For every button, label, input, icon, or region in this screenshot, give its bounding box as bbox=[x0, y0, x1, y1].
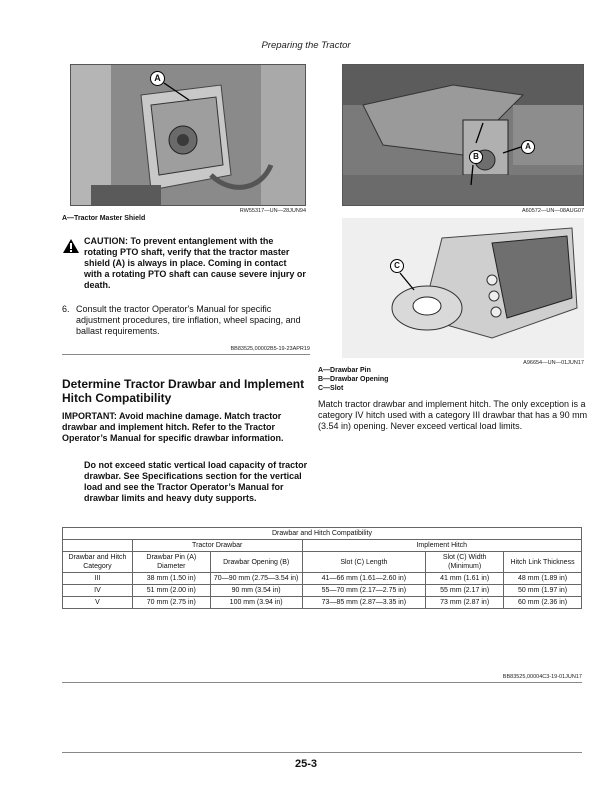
callout-a-leader bbox=[71, 65, 306, 206]
drawbar-diagram bbox=[342, 218, 584, 358]
table-row bbox=[63, 585, 582, 597]
cell: 51 mm (2.00 in) bbox=[132, 585, 210, 597]
page-number: 25-3 bbox=[294, 758, 318, 770]
match-paragraph: Match tractor drawbar and implement hitch. The only exception is a category IV hitch used with a category III drawbar that has a 90 mm (3.54 in) opening. Never exceed vertical load limits. bbox=[318, 399, 588, 431]
cell: 90 mm (3.54 in) bbox=[210, 585, 302, 597]
cell: III bbox=[63, 573, 133, 585]
figure1-id: RW55317—UN—28JUN94 bbox=[239, 208, 306, 214]
figure3-legend bbox=[318, 366, 458, 393]
table-row bbox=[63, 573, 582, 585]
caution-icon bbox=[62, 238, 80, 254]
figure1-legend: A—Tractor Master Shield bbox=[62, 215, 146, 222]
header-opening: Drawbar Opening (B) bbox=[210, 552, 302, 573]
table-header-row bbox=[63, 552, 582, 573]
compatibility-table bbox=[62, 527, 582, 609]
step-6-text: Consult the tractor Operator's Manual for specific adjustment procedures, tire inflation, wheel spacing, and ballast requirements. bbox=[76, 304, 301, 336]
table-group-row bbox=[63, 540, 582, 552]
legend-slot: C—Slot bbox=[318, 385, 344, 392]
figure3-id: A96654—UN—01JUN17 bbox=[523, 360, 584, 366]
cell: 38 mm (1.50 in) bbox=[132, 573, 210, 585]
callout-c-label: C bbox=[394, 261, 400, 270]
header-category: Drawbar and Hitch Category bbox=[63, 552, 133, 573]
header-slot-length: Slot (C) Length bbox=[302, 552, 426, 573]
section-divider-left bbox=[62, 354, 310, 355]
legend-drawbar-pin: A—Drawbar Pin bbox=[318, 367, 371, 374]
caution-text: CAUTION: To prevent entanglement with the rotating PTO shaft, verify that the tractor master shield (A) is always in place. Coming in contact with a rotating PTO shaft can cause severe injury or death. bbox=[84, 236, 306, 290]
cell: 60 mm (2.36 in) bbox=[504, 597, 582, 609]
reference-code-2: BB83525,00004C3-19-01JUN17 bbox=[502, 674, 582, 680]
table-title: Drawbar and Hitch Compatibility bbox=[63, 528, 582, 540]
table-row bbox=[63, 597, 582, 609]
footer-rule bbox=[62, 752, 582, 753]
page-header: Preparing the Tractor bbox=[261, 40, 351, 51]
cell: 70—90 mm (2.75—3.54 in) bbox=[210, 573, 302, 585]
cell: V bbox=[63, 597, 133, 609]
drawbar-hitch-photo bbox=[342, 64, 584, 206]
step-6-number: 6. bbox=[62, 304, 70, 314]
important-notice bbox=[62, 411, 312, 444]
table-group-tractor: Tractor Drawbar bbox=[132, 540, 302, 552]
callout-a-label: A bbox=[154, 73, 161, 83]
header-link-thickness: Hitch Link Thickness bbox=[504, 552, 582, 573]
legend-drawbar-opening: B—Drawbar Opening bbox=[318, 376, 389, 383]
cell: 50 mm (1.97 in) bbox=[504, 585, 582, 597]
header-pin: Drawbar Pin (A) Diameter bbox=[132, 552, 210, 573]
cell: 55—70 mm (2.17—2.75 in) bbox=[302, 585, 426, 597]
cell: 41 mm (1.61 in) bbox=[426, 573, 504, 585]
table-group-implement: Implement Hitch bbox=[302, 540, 581, 552]
header-slot-width: Slot (C) Width (Minimum) bbox=[426, 552, 504, 573]
cell: IV bbox=[63, 585, 133, 597]
callout-b-label: B bbox=[473, 152, 479, 161]
callout-a2-label: A bbox=[525, 142, 531, 151]
table-title-row bbox=[63, 528, 582, 540]
important-notice-2: Do not exceed static vertical load capacity of tractor drawbar. See Specifications section for the vertical load and see the Tractor Operator’s Manual for drawbar limits and heavy duty supports. bbox=[84, 460, 308, 503]
cell: 73 mm (2.87 in) bbox=[426, 597, 504, 609]
master-shield-photo bbox=[70, 64, 306, 206]
section-divider-right bbox=[62, 682, 582, 683]
figure2-leaders bbox=[343, 65, 584, 206]
cell: 73—85 mm (2.87—3.35 in) bbox=[302, 597, 426, 609]
important-text: IMPORTANT: Avoid machine damage. Match tractor drawbar and implement hitch. Refer to the Tractor Operator’s Manual for specific drawbar information. bbox=[62, 411, 284, 443]
cell: 70 mm (2.75 in) bbox=[132, 597, 210, 609]
cell: 41—66 mm (1.61—2.60 in) bbox=[302, 573, 426, 585]
table-group-blank bbox=[63, 540, 133, 552]
figure3-leader bbox=[342, 218, 584, 358]
cell: 48 mm (1.89 in) bbox=[504, 573, 582, 585]
figure2-id: A60572—UN—08AUG07 bbox=[521, 208, 584, 214]
section-heading: Determine Tractor Drawbar and Implement Hitch Compatibility bbox=[62, 377, 305, 405]
cell: 55 mm (2.17 in) bbox=[426, 585, 504, 597]
reference-code-1: BB83525,00002B5-19-23APR19 bbox=[230, 346, 310, 352]
cell: 100 mm (3.94 in) bbox=[210, 597, 302, 609]
